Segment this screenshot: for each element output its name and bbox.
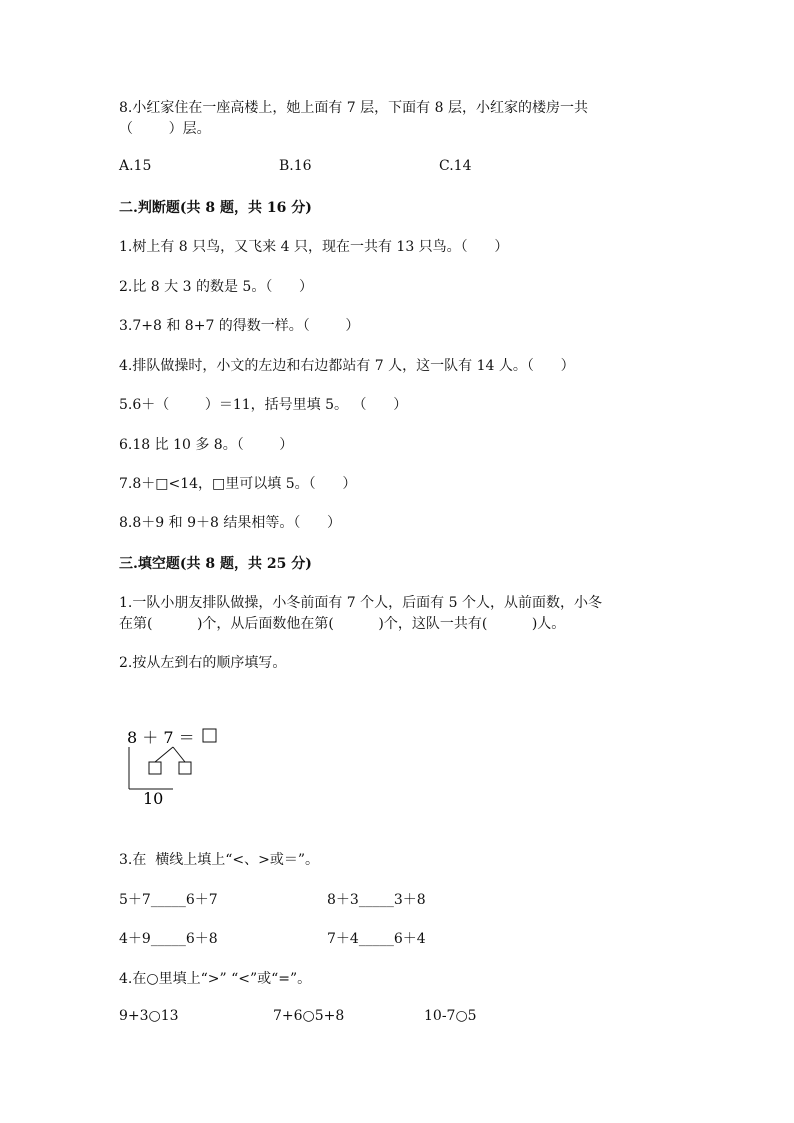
judge-item-6: 6.18 比 10 多 8。（ ）: [119, 437, 294, 453]
answer-box: [203, 729, 216, 742]
compare-2-2: 7＋4_____6＋4: [327, 931, 426, 947]
judge-item-1: 1.树上有 8 只鸟，又飞来 4 只，现在一共有 13 只鸟。（ ）: [119, 239, 509, 255]
judge-item-2: 2.比 8 大 3 的数是 5。（ ）: [119, 279, 314, 295]
split-box-left: [149, 762, 161, 774]
compare-1-2: 8＋3_____3＋8: [327, 892, 426, 908]
judge-item-5: 5.6＋（ ）＝11，括号里填 5。 （ ）: [119, 397, 408, 413]
option-b: B.16: [279, 158, 312, 174]
judge-item-8: 8.8＋9 和 9＋8 结果相等。（ ）: [119, 515, 342, 531]
judge-item-3: 3.7+8 和 8+7 的得数一样。（ ）: [119, 318, 360, 334]
circle-compare-1: 9+3○13: [119, 1008, 179, 1024]
option-c: C.14: [439, 158, 472, 174]
fill-q3: 3.在 横线上填上“<、>或＝”。: [119, 852, 320, 868]
fill-q1-line2: 在第( )个，从后面数他在第( )个，这队一共有( )人。: [119, 616, 566, 632]
fill-q4: 4.在○里填上“>” “<”或“=”。: [119, 971, 312, 987]
fill-q1-line1: 1.一队小朋友排队做操，小冬前面有 7 个人，后面有 5 个人，从前面数，小冬: [119, 595, 602, 611]
diagram-ten: 10: [143, 789, 164, 808]
make-ten-diagram: [115, 720, 235, 810]
fill-q2: 2.按从左到右的顺序填写。: [119, 655, 287, 671]
section-3-title: 三.填空题(共 8 题，共 25 分): [119, 556, 312, 572]
option-a: A.15: [119, 158, 152, 174]
split-box-right: [179, 762, 191, 774]
section-2-title: 二.判断题(共 8 题，共 16 分): [119, 200, 312, 216]
circle-compare-2: 7+6○5+8: [273, 1008, 345, 1024]
judge-item-7: 7.8＋□<14，□里可以填 5。（ ）: [119, 476, 357, 492]
compare-1-1: 5＋7_____6＋7: [119, 892, 218, 908]
question-8-line2: （ ）层。: [119, 121, 211, 137]
diagram-equation: 8 ＋ 7 ＝: [127, 728, 195, 747]
question-8-line1: 8.小红家住在一座高楼上，她上面有 7 层，下面有 8 层，小红家的楼房一共: [119, 100, 588, 116]
circle-compare-3: 10-7○5: [424, 1008, 477, 1024]
judge-item-4: 4.排队做操时，小文的左边和右边都站有 7 人，这一队有 14 人。（ ）: [119, 358, 575, 374]
compare-2-1: 4＋9_____6＋8: [119, 931, 218, 947]
